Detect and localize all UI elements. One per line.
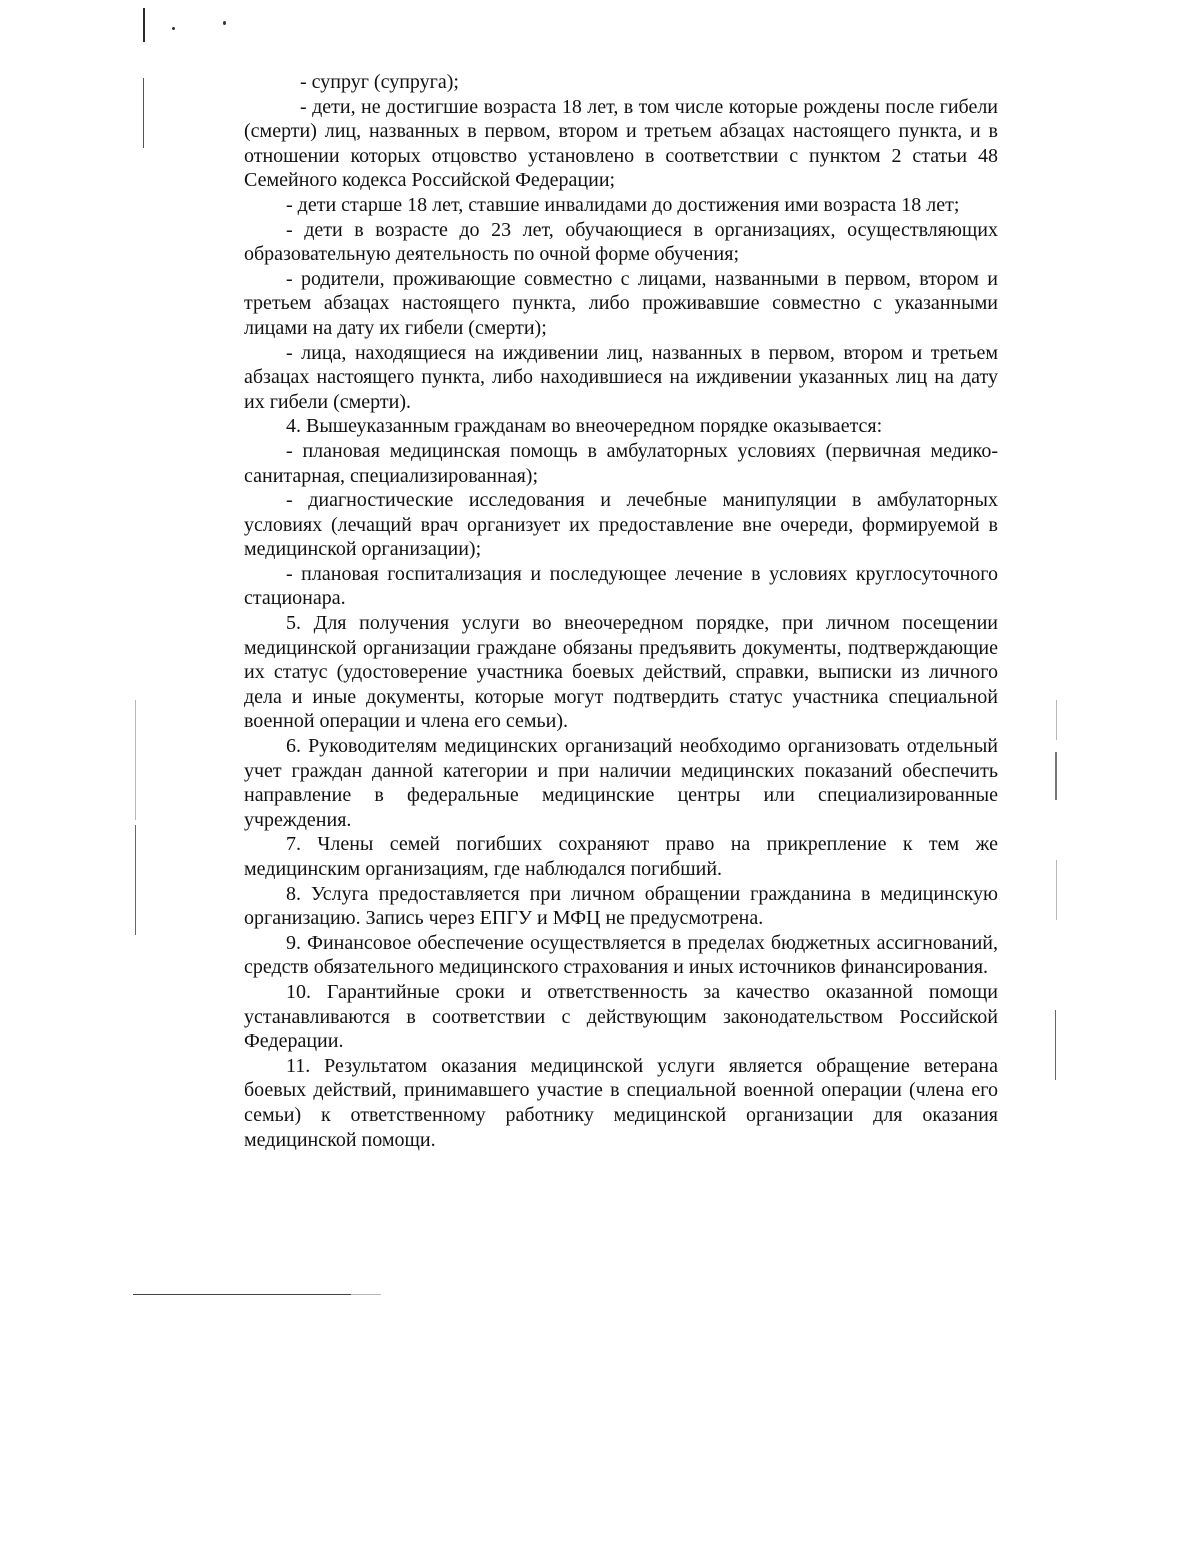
scan-edge-mark-top: [143, 8, 145, 42]
clause-7: 7. Члены семей погибших сохраняют право на прикрепление к тем же медицинским организациям, где наблюдался погибший.: [244, 833, 998, 880]
clause-4-item-outpatient: - плановая медицинская помощь в амбулаторных условиях (первичная медико-санитарная, специализированная);: [244, 439, 998, 487]
clause-9: 9. Финансовое обеспечение осуществляется в пределах бюджетных ассигнований, средств обязательного медицинского страхования и иных источников финансирования.: [244, 931, 998, 979]
scan-dot-right: [223, 21, 226, 25]
document-body: [244, 70, 998, 1152]
clause-10: 10. Гарантийные сроки и ответственность за качество оказанной помощи устанавливаются в соответствии с действующим законодательством Российской Федерации.: [244, 980, 998, 1053]
scan-edge-mark-upper: [143, 78, 144, 148]
clause-11: 11. Результатом оказания медицинской услуги является обращение ветерана боевых действий, принимавшего участие в специальной военной операции (члена его семьи) к ответственному работнику медицинской организации для оказания медицинской помощи.: [244, 1054, 998, 1151]
clause-4: 4. Вышеуказанным гражданам во внеочередном порядке оказывается:: [286, 415, 883, 438]
scan-right-mark-4: [1055, 1010, 1056, 1080]
clause-5: 5. Для получения услуги во внеочередном порядке, при личном посещении медицинской организации граждане обязаны предъявить документы, подтверждающие их статус (удостоверение участника боевых действий, справки, выписки из личного дела и иные документы, которые могут подтвердить статус участника специальной военной операции и члена его семьи).: [244, 612, 998, 733]
clause-8: 8. Услуга предоставляется при личном обращении гражданина в медицинскую организацию. Запись через ЕПГУ и МФЦ не предусмотрена.: [244, 882, 998, 930]
list-item-parents: - родители, проживающие совместно с лицами, названными в первом, втором и третьем абзацах настоящего пункта, либо проживавшие совместно с указанными лицами на дату их гибели (смерти);: [244, 267, 998, 339]
list-item-children-disabled: - дети старше 18 лет, ставшие инвалидами до достижения ими возраста 18 лет;: [286, 193, 960, 216]
list-item-children-students: - дети в возрасте до 23 лет, обучающиеся в организациях, осуществляющих образовательную деятельность по очной форме обучения;: [244, 218, 998, 266]
clause-6: 6. Руководителям медицинских организаций необходимо организовать отдельный учет граждан данной категории и при наличии медицинских показаний обеспечить направление в федеральные медицинские центры или специализированные учреждения.: [244, 735, 998, 831]
list-item-spouse: - супруг (супруга);: [300, 71, 459, 93]
scan-dot-left: [172, 27, 175, 30]
clause-4-item-diagnostics: - диагностические исследования и лечебные манипуляции в амбулаторных условиях (лечащий врач организует их предоставление вне очереди, формируемой в медицинской организации);: [244, 489, 998, 561]
clause-4-item-hospitalization: - плановая госпитализация и последующее лечение в условиях круглосуточного стационара.: [244, 562, 998, 610]
scan-right-mark-1: [1056, 700, 1057, 740]
scan-right-mark-2: [1055, 752, 1057, 800]
scan-bottom-rule-faint: [351, 1294, 381, 1295]
scan-edge-mark-lower: [135, 825, 136, 935]
scan-right-mark-3: [1056, 860, 1057, 920]
scan-bottom-rule: [133, 1294, 351, 1295]
list-item-children-under-18: - дети, не достигшие возраста 18 лет, в том числе которые рождены после гибели (смерти) лиц, названных в первом, втором и третьем абзацах настоящего пункта, и в отношении которых отцовство установлено в соответствии с пунктом 2 статьи 48 Семейного кодекса Российской Федерации;: [244, 95, 998, 192]
scan-edge-mark-middle: [135, 700, 136, 820]
list-item-dependents: - лица, находящиеся на иждивении лиц, названных в первом, втором и третьем абзацах настоящего пункта, либо находившиеся на иждивении указанных лиц на дату их гибели (смерти).: [244, 341, 998, 413]
